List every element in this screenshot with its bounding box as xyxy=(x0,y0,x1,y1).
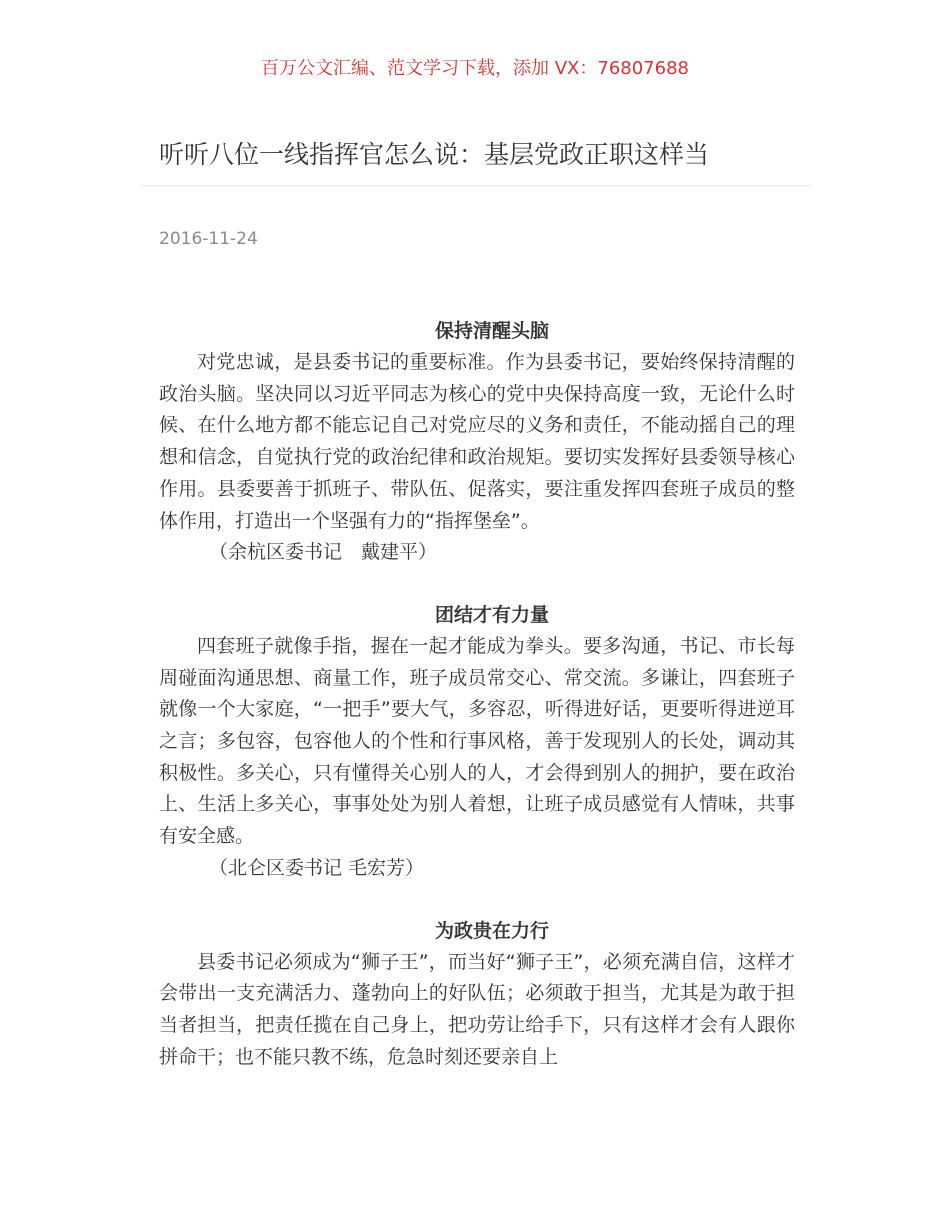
title-divider xyxy=(141,185,811,186)
section-heading: 为政贵在力行 xyxy=(434,919,549,942)
section-signature: （余杭区委书记 戴建平） xyxy=(209,541,438,564)
article-title: 听听八位一线指挥官怎么说：基层党政正职这样当 xyxy=(159,140,710,169)
section-signature: （北仑区委书记 毛宏芳） xyxy=(209,856,425,879)
section-heading: 团结才有力量 xyxy=(434,603,549,626)
publish-date: 2016-11-24 xyxy=(159,229,258,249)
section-spacer xyxy=(159,885,795,916)
section-spacer xyxy=(159,569,795,600)
watermark-banner: 百万公文汇编、范文学习下载，添加 VX：76807688 xyxy=(261,58,689,79)
section-heading: 保持清醒头脑 xyxy=(434,320,549,342)
article-body xyxy=(159,316,795,1073)
section-paragraph: 对党忠诚，是县委书记的重要标准。作为县委书记，要始终保持清醒的政治头脑。坚决同以习近平同志为核心的党中央保持高度一致，无论什么时候、在什么地方都不能忘记自己对党应尽的义务和责任，不能动摇自己的理想和信念，自觉执行党的政治纪律和政治规矩。要切实发挥好县委领导核心作用。县委要善于抓班子、带队伍、促落实，要注重发挥四套班子成员的整体作用，打造出一个坚强有力的“指挥堡垒”。 xyxy=(159,351,795,532)
article-section xyxy=(159,600,795,885)
article-section xyxy=(159,316,795,569)
article-section xyxy=(159,916,795,1074)
section-paragraph: 四套班子就像手指，握在一起才能成为拳头。要多沟通，书记、市长每周碰面沟通思想、商量工作，班子成员常交心、常交流。多谦让，四套班子就像一个大家庭，“一把手”要大气，多容忍，听得进好话，更要听得进逆耳之言；多包容，包容他人的个性和行事风格，善于发现别人的长处，调动其积极性。多关心，只有懂得关心别人的人，才会得到别人的拥护，要在政治上、生活上多关心，事事处处为别人着想，让班子成员感觉有人情味，共事有安全感。 xyxy=(159,634,795,848)
section-paragraph: 县委书记必须成为“狮子王”，而当好“狮子王”，必须充满自信，这样才会带出一支充满活力、蓬勃向上的好队伍；必须敢于担当，尤其是为敢于担当者担当，把责任揽在自己身上，把功劳让给手下，只有这样才会有人跟你拼命干；也不能只教不练，危急时刻还要亲自上 xyxy=(159,950,795,1068)
